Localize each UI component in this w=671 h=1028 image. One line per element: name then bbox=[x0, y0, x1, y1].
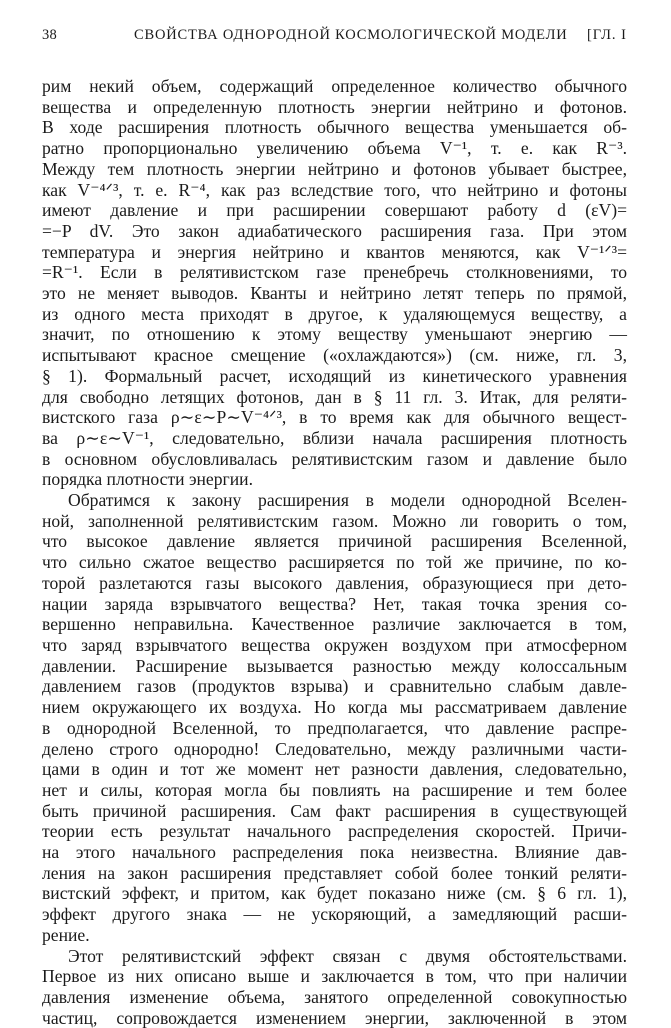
text-line: порядка плотности энергии. bbox=[42, 469, 253, 490]
text-line: =R⁻¹. Если в релятивистском газе пренебречь столкновениями, то bbox=[42, 262, 627, 283]
text-line: температура и энергия нейтрино и квантов меняются, как V⁻¹ᐟ³= bbox=[42, 241, 627, 262]
text-line: В ходе расширения плотность обычного вещества уменьшается об- bbox=[42, 117, 627, 138]
text-line: рение. bbox=[42, 924, 90, 945]
text-line: рим некий объем, содержащий определенное количество обычного bbox=[42, 76, 627, 96]
text-line: в однородной Вселенной, то предполагается, что давление распре- bbox=[42, 717, 627, 738]
text-line: как V⁻⁴ᐟ³, т. е. R⁻⁴, как раз вследствие того, что нейтрино и фотоны bbox=[42, 179, 627, 200]
text-line: =−P dV. Это закон адиабатического расширения газа. При этом bbox=[42, 220, 627, 241]
text-line: нации заряда взрывчатого вещества? Нет, такая точка зрения со- bbox=[42, 593, 627, 614]
text-line: § 1). Формальный расчет, исходящий из кинетического уравнения bbox=[42, 365, 627, 386]
page-number: 38 bbox=[42, 27, 58, 43]
text-line: ления на закон расширения представляет собой более тонкий реляти- bbox=[42, 862, 627, 883]
text-line: Обратимся к закону расширения в модели однородной Вселен- bbox=[68, 490, 627, 511]
text-line: торой разлетаются газы высокого давления, образующиеся при дето- bbox=[42, 572, 627, 593]
text-line: ной, заполненной релятивистским газом. Можно ли говорить о том, bbox=[42, 510, 627, 531]
text-line: значит, по отношению к этому веществу уменьшают энергию — bbox=[42, 324, 627, 345]
paragraph bbox=[42, 946, 627, 1028]
text-line: что заряд взрывчатого вещества окружен воздухом при атмосферном bbox=[42, 634, 627, 655]
chapter-reference: [ГЛ. I bbox=[586, 27, 627, 43]
text-line: нет и силы, которая могла бы повлиять на расширение и тем более bbox=[42, 779, 627, 800]
text-line: на этого начального распределения пока неизвестна. Влияние дав- bbox=[42, 842, 627, 863]
text-line: испытывают красное смещение («охлаждаются») (см. ниже, гл. 3, bbox=[42, 345, 627, 366]
text-line: вершенно неправильна. Качественное различие заключается в том, bbox=[42, 614, 627, 635]
text-line: ратно пропорционально увеличению объема V⁻¹, т. е. как R⁻³. bbox=[42, 138, 627, 159]
text-line: ва ρ∼ε∼V⁻¹, следовательно, вблизи начала расширения плотность bbox=[42, 427, 627, 448]
text-line: давлением газов (продуктов взрыва) и сравнительно слабым давле- bbox=[42, 676, 627, 697]
text-line: в основном обусловливалась релятивистским газом и давление было bbox=[42, 448, 627, 469]
text-line: это не меняет выводов. Кванты и нейтрино летят теперь по прямой, bbox=[42, 283, 627, 304]
text-line: теории есть результат начального распределения скоростей. Причи- bbox=[42, 821, 627, 842]
text-line: эффект другого знака — не ускоряющий, а замедляющий расши- bbox=[42, 904, 627, 925]
text-line: вистского газа ρ∼ε∼P∼V⁻⁴ᐟ³, в то время как для обычного вещест- bbox=[42, 407, 627, 428]
text-line: Между тем плотность энергии нейтрино и фотонов убывает быстрее, bbox=[42, 158, 627, 179]
text-line: нием окружающего их воздуха. Но когда мы рассматриваем давление bbox=[42, 697, 627, 718]
text-line: делено строго однородно! Следовательно, между различными части- bbox=[42, 738, 627, 759]
paragraph bbox=[42, 490, 627, 945]
body-text bbox=[42, 76, 627, 1028]
paragraph bbox=[42, 76, 627, 490]
text-line: что сильно сжатое вещество расширяется по той же причине, по ко- bbox=[42, 552, 627, 573]
text-line: имеют давление и при расширении совершают работу d (εV)= bbox=[42, 200, 627, 221]
text-line: что высокое давление является причиной расширения Вселенной, bbox=[42, 531, 627, 552]
text-line: вистский эффект, и притом, как будет показано ниже (см. § 6 гл. 1), bbox=[42, 883, 627, 904]
text-line: давлении. Расширение вызывается разностью между колоссальным bbox=[42, 655, 627, 676]
text-line: из одного места приходят в другое, к удаляющемуся веществу, а bbox=[42, 303, 627, 324]
running-header bbox=[42, 27, 627, 51]
text-line: цами в один и тот же момент нет разности давления, следовательно, bbox=[42, 759, 627, 780]
text-line: давления изменение объема, занятого определенной совокупностью bbox=[42, 986, 627, 1007]
text-line: быть причиной расширения. Сам факт расширения в существующей bbox=[42, 800, 627, 821]
text-line: частиц, сопровождается изменением энергии, заключенной в этом bbox=[42, 1007, 627, 1028]
text-line: вещества и определенную плотность энергии нейтрино и фотонов. bbox=[42, 96, 627, 117]
running-title: СВОЙСТВА ОДНОРОДНОЙ КОСМОЛОГИЧЕСКОЙ МОДЕЛИ bbox=[134, 27, 568, 43]
text-line: Этот релятивистский эффект связан с двумя обстоятельствами. bbox=[68, 945, 627, 966]
text-line: для свободно летящих фотонов, дан в § 11 гл. 3. Итак, для реляти- bbox=[42, 386, 627, 407]
text-line: Первое из них описано выше и заключается в том, что при наличии bbox=[42, 966, 627, 987]
